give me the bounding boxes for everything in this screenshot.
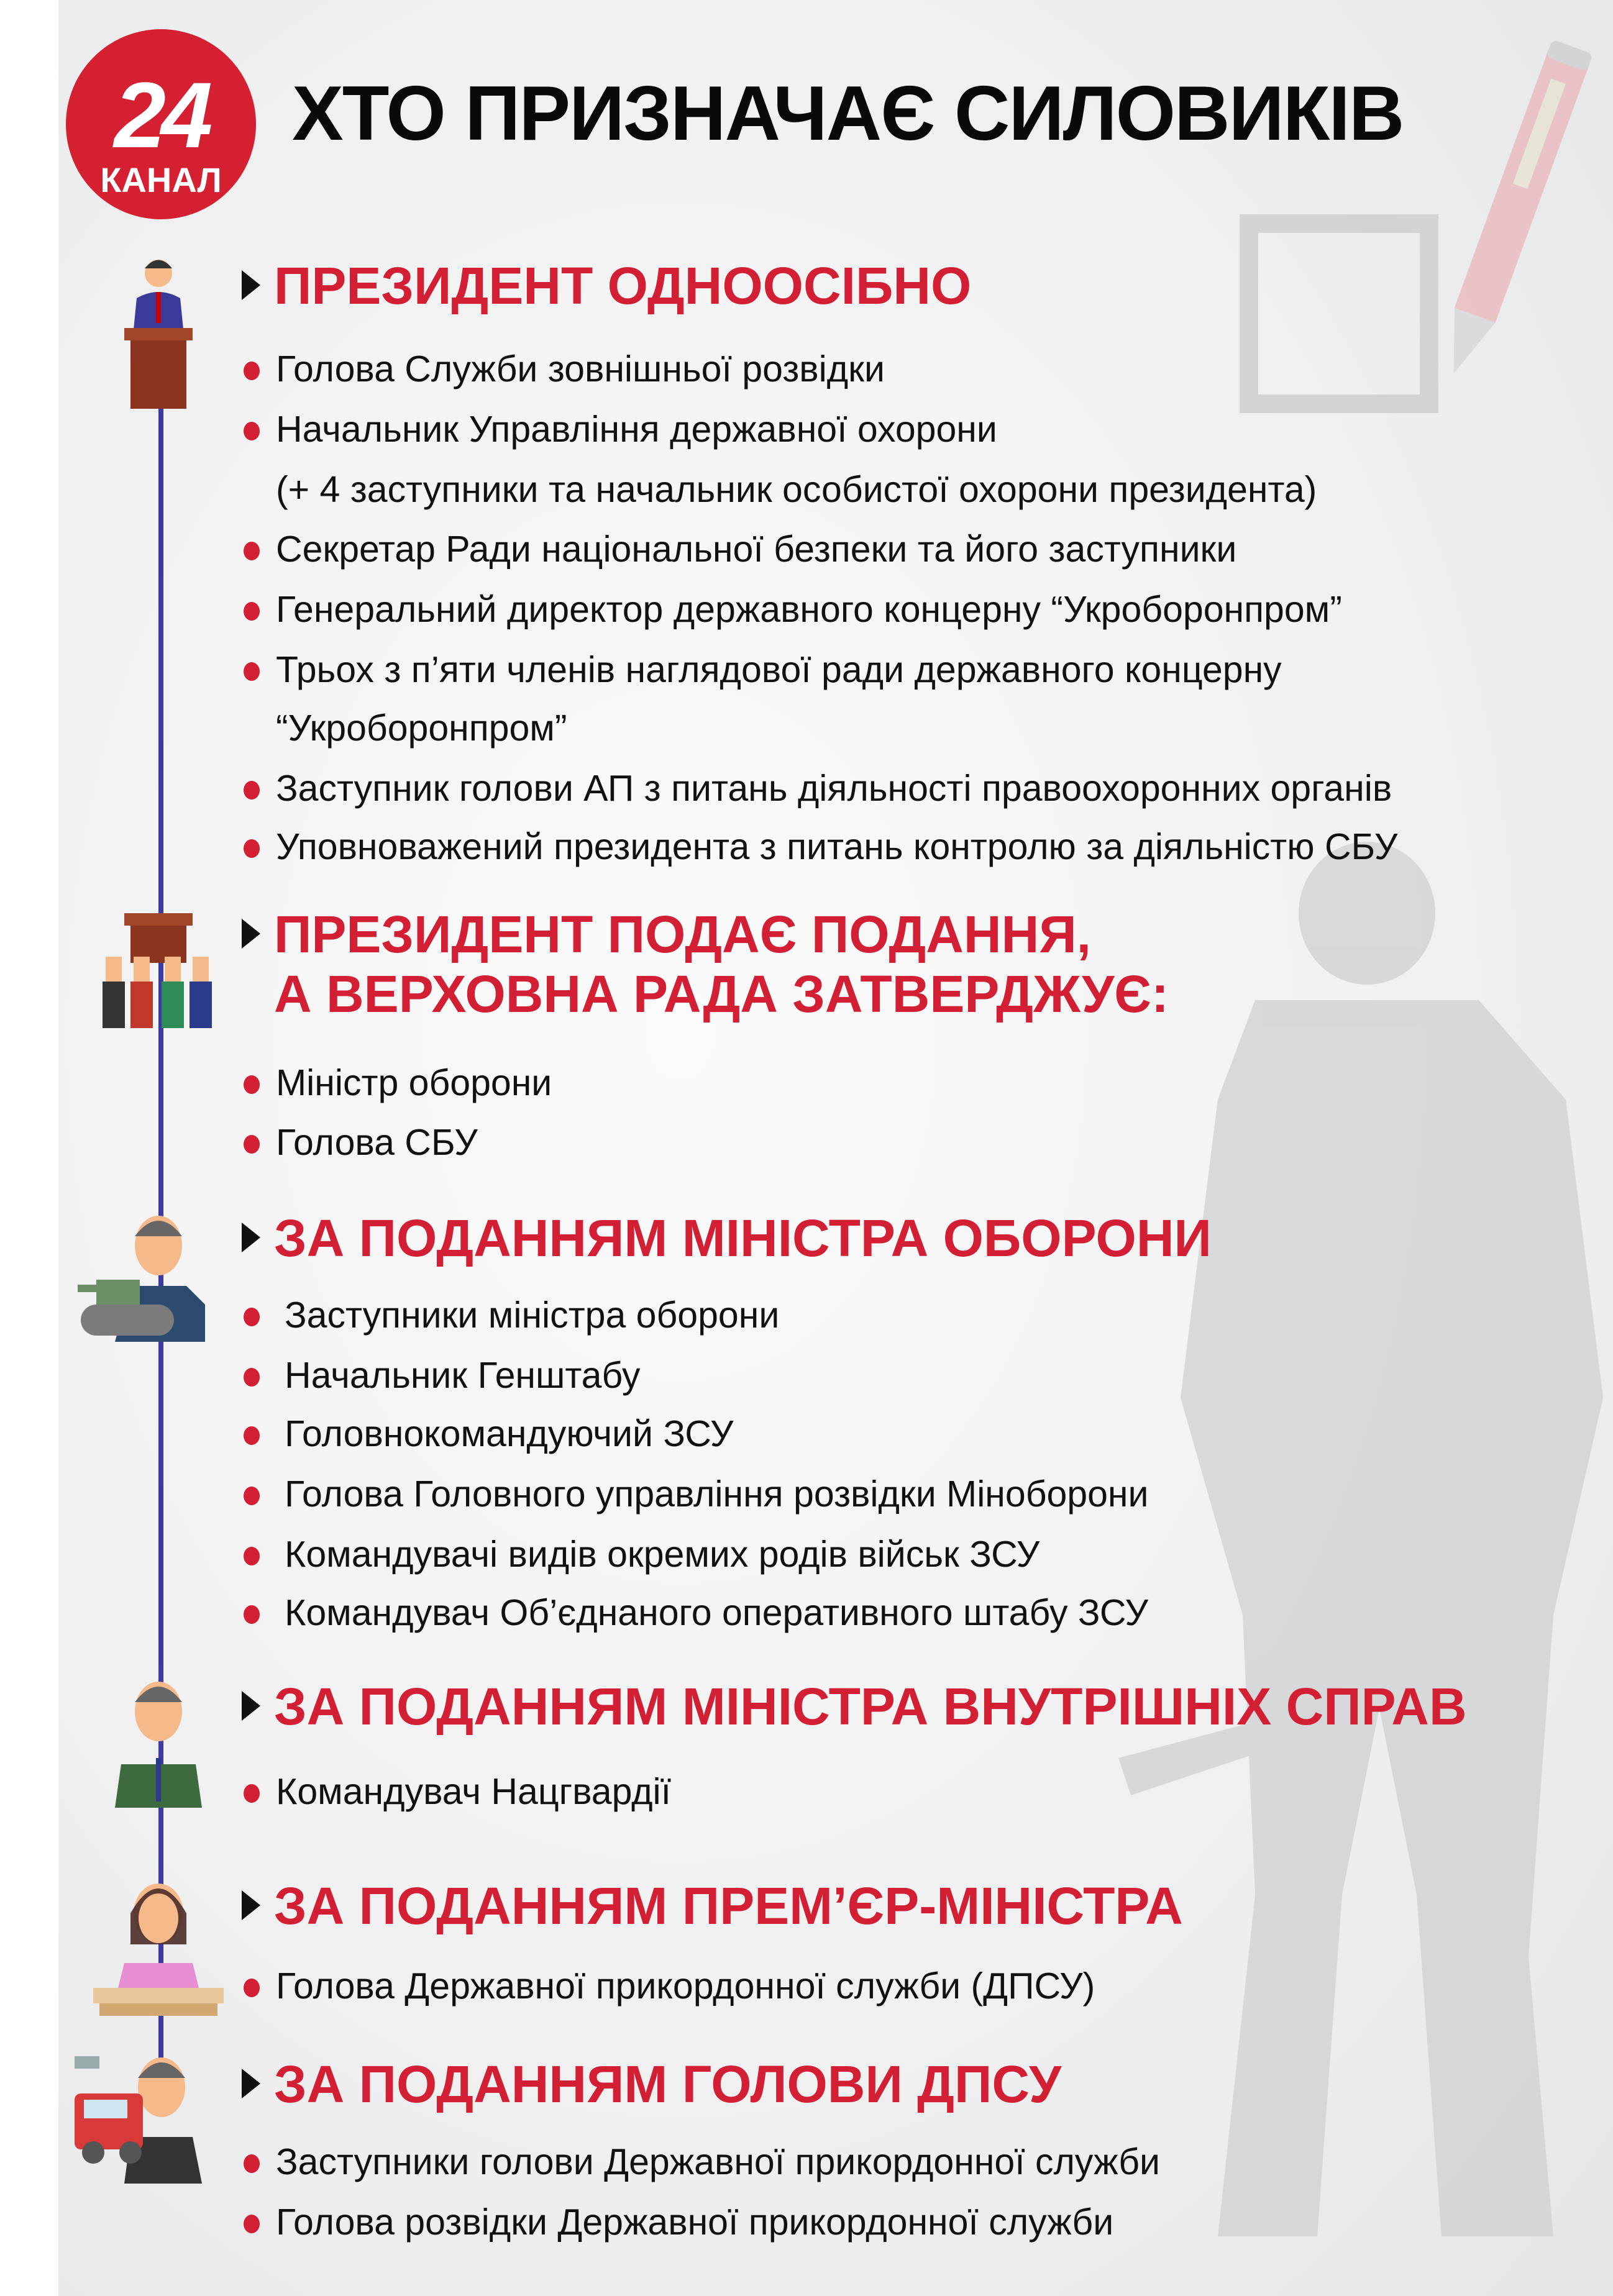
bullet-icon: [244, 362, 260, 380]
bullet-icon: [244, 1426, 260, 1445]
bullet-icon: [244, 1135, 260, 1154]
item-text: Голова СБУ: [276, 1122, 478, 1163]
list-item: [244, 1293, 779, 1337]
bullet-icon: [244, 2215, 260, 2233]
item-text: Начальник Генштабу: [285, 1355, 641, 1396]
item-text: Головнокомандуючий ЗСУ: [285, 1413, 734, 1454]
bullet-icon: [244, 1979, 260, 1997]
item-text: Голова Служби зовнішньої розвідки: [276, 348, 885, 390]
item-text: Заступники голови Державної прикордонної служби: [276, 2141, 1160, 2182]
section-heading-president-and-rada: [242, 904, 1169, 1024]
list-item-continuation: [244, 468, 1317, 511]
section-heading-prime-minister: [242, 1876, 1183, 1936]
item-text: Міністр оборони: [276, 1062, 552, 1103]
bullet-icon: [244, 2154, 260, 2173]
channel-logo: [66, 29, 256, 219]
bullet-icon: [244, 781, 260, 800]
list-item: [244, 408, 997, 451]
president-podium-icon: [115, 255, 208, 410]
section-heading-border-guard-head: [242, 2054, 1061, 2114]
list-item: [244, 648, 1282, 691]
heading-text: ПРЕЗИДЕНТ ПОДАЄ ПОДАННЯ,: [274, 905, 1091, 964]
interior-minister-icon: [109, 1677, 208, 1808]
logo-word: КАНАЛ: [100, 160, 222, 199]
page-title: ХТО ПРИЗНАЧАЄ СИЛОВИКІВ: [292, 71, 1404, 157]
item-text: Генеральний директор державного концерну “Укроборонпром”: [276, 589, 1342, 630]
bullet-icon: [244, 1075, 260, 1094]
list-item: [244, 2140, 1160, 2184]
parliament-vote-icon: [96, 913, 227, 1031]
logo-number: 24: [114, 63, 208, 167]
bullet-icon: [244, 422, 260, 440]
bullet-icon: [244, 1368, 260, 1387]
triangle-marker-icon: [242, 1223, 260, 1252]
section-heading-defense-minister: [242, 1208, 1212, 1268]
bullet-icon: [244, 1784, 260, 1803]
list-item: [244, 767, 1392, 810]
border-guard-head-icon: [68, 2050, 211, 2187]
list-item: [244, 1121, 478, 1164]
list-item: [244, 588, 1342, 631]
item-text: Голова Головного управління розвідки Міноборони: [285, 1474, 1149, 1515]
heading-text: ЗА ПОДАННЯМ ПРЕМ’ЄР-МІНІСТРА: [274, 1877, 1183, 1935]
item-text: Командувачі видів окремих родів військ ЗСУ: [285, 1534, 1040, 1575]
item-text: Секретар Ради національної безпеки та його заступники: [276, 529, 1237, 570]
triangle-marker-icon: [242, 270, 260, 300]
list-item: [244, 1770, 671, 1813]
bullet-icon: [244, 1487, 260, 1505]
item-text: Командувач Нацгвардії: [276, 1771, 672, 1812]
list-item: [244, 825, 1397, 868]
section-heading-president-alone: [242, 256, 971, 316]
list-item: [244, 1412, 733, 1456]
triangle-marker-icon: [242, 2069, 260, 2098]
list-item: [244, 1354, 640, 1397]
heading-text: ЗА ПОДАННЯМ МІНІСТРА ОБОРОНИ: [274, 1209, 1212, 1267]
list-item: [244, 1061, 552, 1105]
prime-minister-icon: [87, 1876, 230, 2019]
list-item-continuation: [244, 706, 567, 750]
list-item: [244, 347, 885, 391]
item-text: (+ 4 заступники та начальник особистої охорони президента): [276, 469, 1317, 510]
item-text: Начальник Управління державної охорони: [276, 409, 997, 450]
list-item: [244, 1591, 1148, 1634]
heading-text: ЗА ПОДАННЯМ МІНІСТРА ВНУТРІШНІХ СПРАВ: [274, 1677, 1467, 1736]
bullet-icon: [244, 662, 260, 681]
list-item: [244, 2200, 1113, 2244]
list-item: [244, 1472, 1148, 1516]
item-text: “Укроборонпром”: [276, 708, 567, 749]
bullet-icon: [244, 602, 260, 621]
triangle-marker-icon: [242, 1691, 260, 1721]
heading-text: ЗА ПОДАННЯМ ГОЛОВИ ДПСУ: [274, 2055, 1062, 2113]
list-item: [244, 527, 1236, 571]
heading-text-line2: А ВЕРХОВНА РАДА ЗАТВЕРДЖУЄ:: [274, 965, 1169, 1023]
heading-text: ПРЕЗИДЕНТ ОДНООСІБНО: [274, 257, 972, 315]
item-text: Заступник голови АП з питань діяльності правоохоронних органів: [276, 768, 1392, 809]
list-item: [244, 1964, 1095, 2008]
item-text: Голова розвідки Державної прикордонної служби: [276, 2202, 1114, 2243]
triangle-marker-icon: [242, 919, 260, 949]
triangle-marker-icon: [242, 1890, 260, 1920]
section-heading-interior-minister: [242, 1677, 1467, 1736]
item-text: Голова Державної прикордонної служби (ДПСУ): [276, 1966, 1095, 2007]
bullet-icon: [244, 1308, 260, 1326]
item-text: Уповноважений президента з питань контролю за діяльністю СБУ: [276, 826, 1398, 867]
list-item: [244, 1533, 1040, 1576]
defense-minister-tank-icon: [78, 1211, 208, 1348]
bullet-icon: [244, 839, 260, 858]
item-text: Трьох з п’яти членів наглядової ради державного концерну: [276, 649, 1282, 690]
bullet-icon: [244, 1605, 260, 1624]
item-text: Командувач Об’єднаного оперативного штабу ЗСУ: [285, 1592, 1148, 1633]
bullet-icon: [244, 542, 260, 560]
bullet-icon: [244, 1547, 260, 1565]
item-text: Заступники міністра оборони: [285, 1295, 780, 1336]
